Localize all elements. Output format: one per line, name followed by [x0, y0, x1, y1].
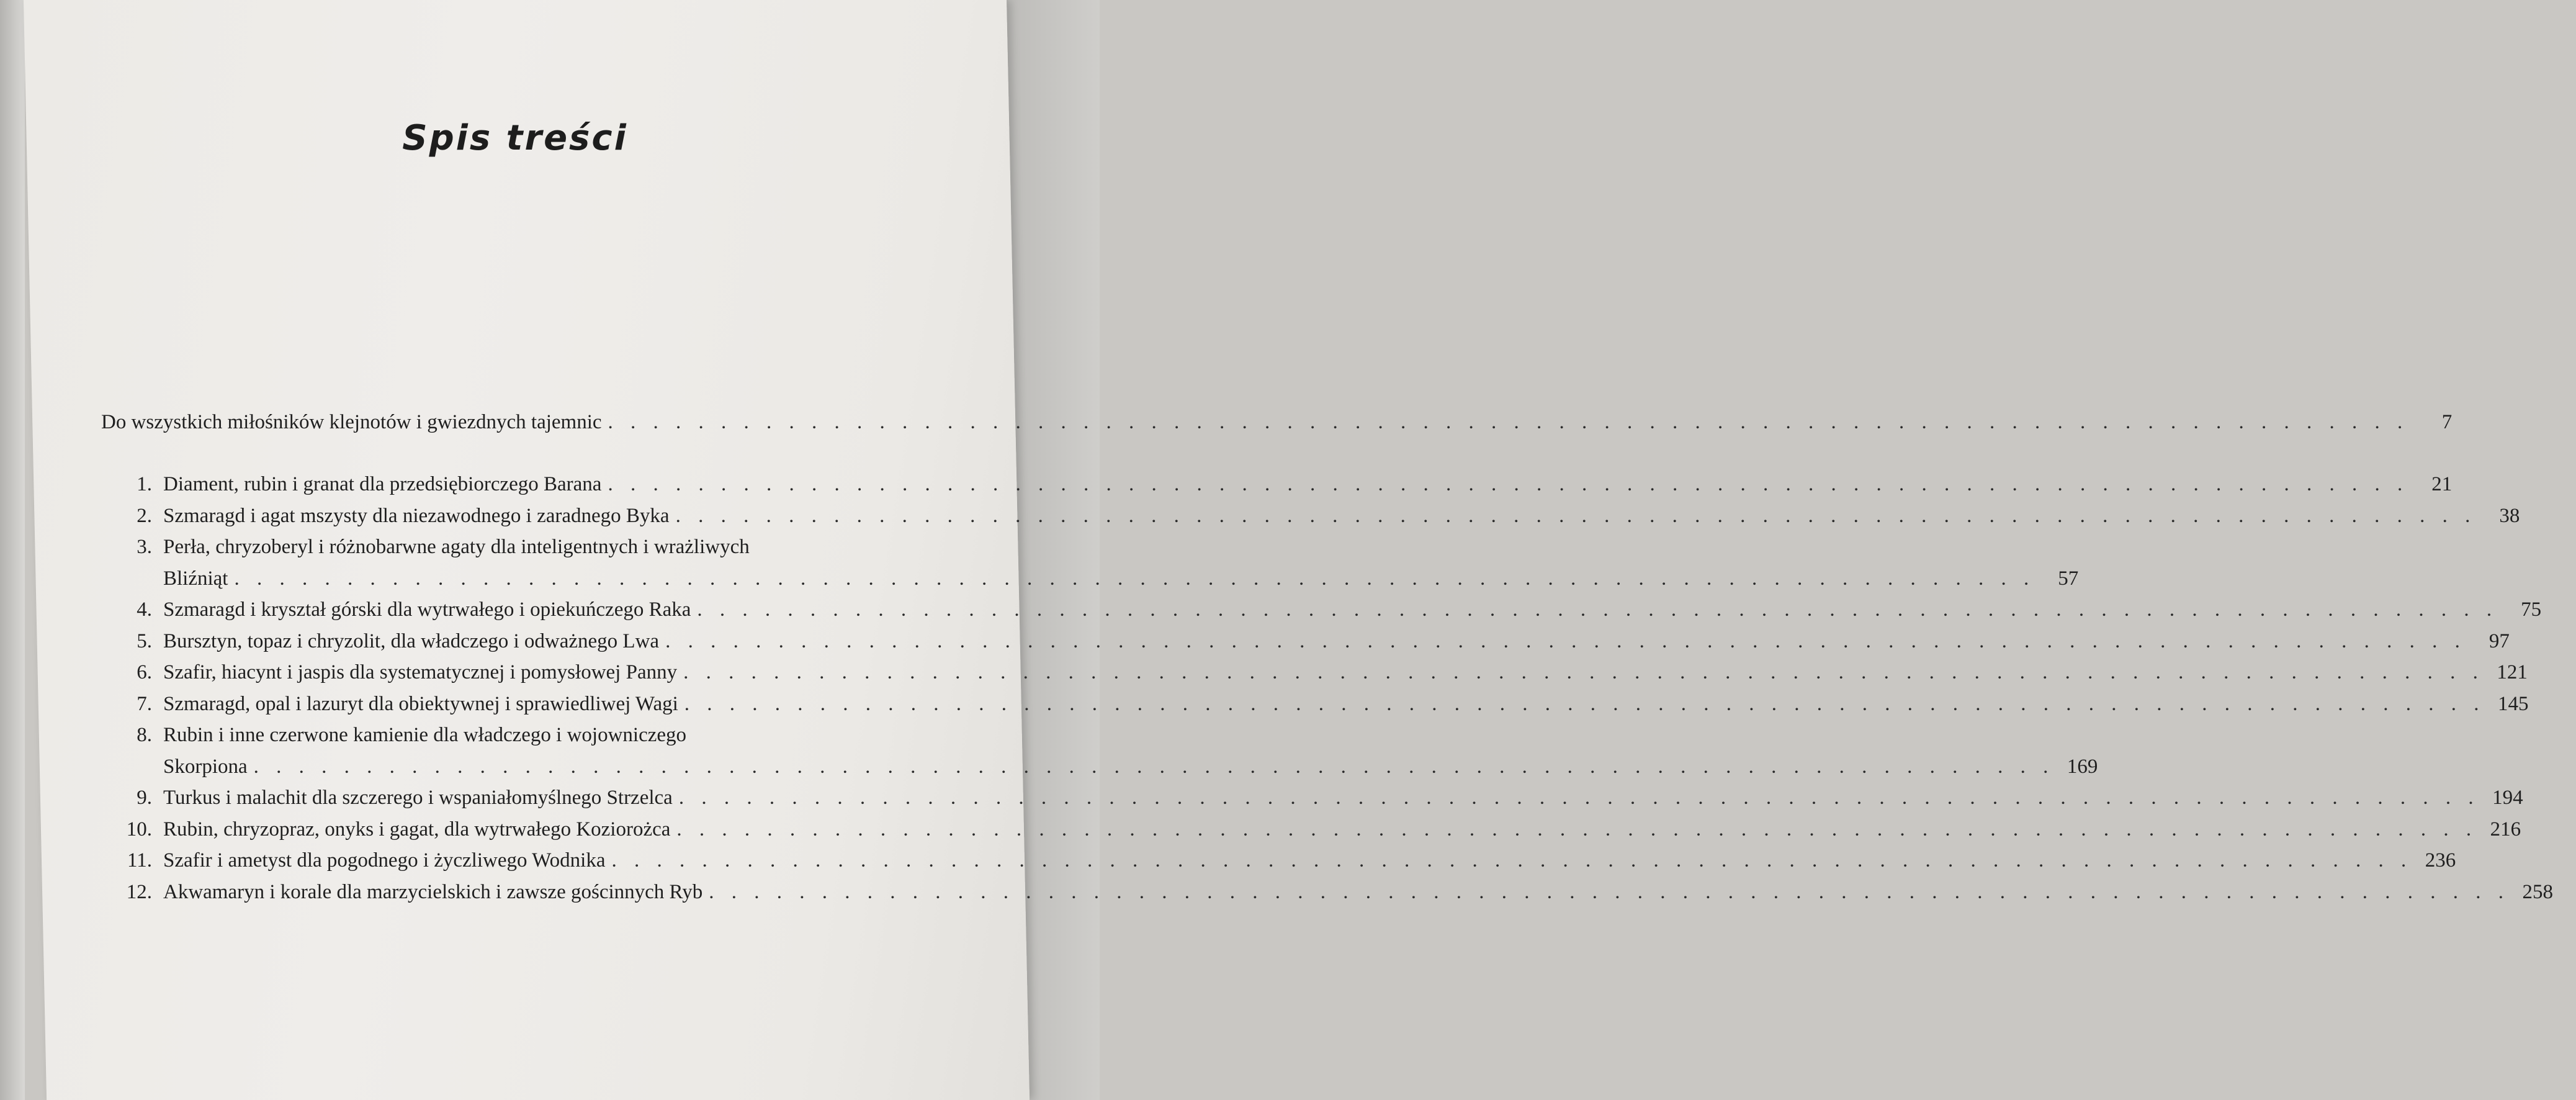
toc-entry [101, 598, 2542, 630]
toc-entry-number: 7. [137, 692, 152, 715]
leader-dots: . . . . . . . . . . . . . . . . . . . . . . . . . . . . . . . . . . . . . . . . . . . . . . . . . . . . . . . . . . . . . . . . . . . . . . . . . . . . . . . . [611, 849, 2413, 872]
leader-dots: . . . . . . . . . . . . . . . . . . . . . . . . . . . . . . . . . . . . . . . . . . . . . . . . . . . . . . . . . . . . . . . . . . . . . . . . . . . . . . . . [684, 692, 2485, 715]
toc-entries [101, 473, 2553, 912]
page-title: Spis treści [402, 118, 628, 158]
toc-entry-page: 75 [2521, 598, 2542, 621]
toc-entry-number: 3. [137, 536, 152, 558]
toc-entry-title: Akwamaryn i korale dla marzycielskich i zawsze gościnnych Ryb [163, 880, 703, 903]
toc-entry [101, 818, 2521, 850]
toc-entry-page: 258 [2522, 880, 2553, 903]
leader-dots: . . . . . . . . . . . . . . . . . . . . . . . . . . . . . . . . . . . . . . . . . . . . . . . . . . . . . . . . . . . . . . . . . . . . . . . . . . . . . . . . [608, 473, 2409, 495]
background-left [0, 0, 25, 1100]
toc-entry-number: 9. [137, 787, 152, 809]
toc-entry-title: Bursztyn, topaz i chryzolit, dla władczego i odważnego Lwa [163, 629, 660, 652]
toc-entry [101, 880, 2553, 913]
toc-entry-title: Szafir, hiacynt i jaspis dla systematycznej i pomysłowej Panny [163, 661, 678, 683]
toc-entry [101, 661, 2528, 693]
toc-entry-title: Perła, chryzoberyl i różnobarwne agaty dla inteligentnych i wrażliwych [163, 536, 750, 558]
toc-entry-number: 6. [137, 661, 152, 683]
leader-dots: . . . . . . . . . . . . . . . . . . . . . . . . . . . . . . . . . . . . . . . . . . . . . . . . . . . . . . . . . . . . . . . . . . . . . . . . . . . . . . . . [697, 598, 2498, 621]
toc-entry-title: Rubin i inne czerwone kamienie dla władczego i wojowniczego [163, 724, 687, 746]
toc-entry-title: Szmaragd, opal i lazuryt dla obiektywnej i sprawiedliwej Wagi [163, 692, 678, 715]
toc-entry-page: 38 [2499, 504, 2520, 527]
leader-dots: . . . . . . . . . . . . . . . . . . . . . . . . . . . . . . . . . . . . . . . . . . . . . . . . . . . . . . . . . . . . . . . . . . . . . . . . . . . . . . . . [608, 411, 2409, 433]
toc-intro-page: 7 [2441, 411, 2453, 433]
toc-intro-text: Do wszystkich miłośników klejnotów i gwiezdnych tajemnic [101, 411, 602, 433]
toc-entry-page: 216 [2490, 818, 2521, 841]
leader-dots: . . . . . . . . . . . . . . . . . . . . . . . . . . . . . . . . . . . . . . . . . . . . . . . . . . . . . . . . . . . . . . . . . . . . . . . . . . . . . . . . [234, 567, 2035, 590]
toc-entry-title: Diament, rubin i granat dla przedsiębiorczego Barana [163, 473, 602, 495]
toc-intro-entry [101, 411, 2453, 447]
toc-entry [101, 504, 2520, 536]
toc-entry-title: Rubin, chryzopraz, onyks i gagat, dla wytrwałego Koziorożca [163, 818, 671, 841]
toc-entry [101, 692, 2529, 724]
toc-entry-number: 12. [126, 880, 152, 903]
toc-entry-page: 169 [2067, 755, 2098, 778]
book-page [24, 0, 2553, 1100]
toc-entry [101, 724, 908, 755]
leader-dots: . . . . . . . . . . . . . . . . . . . . . . . . . . . . . . . . . . . . . . . . . . . . . . . . . . . . . . . . . . . . . . . . . . . . . . . . . . . . . . . . [678, 787, 2480, 809]
toc-entry-title: Skorpiona [163, 755, 248, 778]
toc-entry-title: Bliźniąt [163, 567, 228, 590]
leader-dots: . . . . . . . . . . . . . . . . . . . . . . . . . . . . . . . . . . . . . . . . . . . . . . . . . . . . . . . . . . . . . . . . . . . . . . . . . . . . . . . . [253, 755, 2055, 778]
table-of-contents [101, 411, 2553, 912]
toc-entry [101, 629, 2510, 662]
toc-entry-page: 97 [2488, 629, 2510, 652]
toc-entry [101, 787, 2523, 818]
toc-entry-title: Turkus i malachit dla szczerego i wspaniałomyślnego Strzelca [163, 787, 673, 809]
toc-entry-page: 21 [2431, 473, 2453, 495]
toc-entry [101, 849, 2456, 881]
toc-entry-number: 1. [137, 473, 152, 495]
toc-entry [101, 755, 2098, 787]
toc-entry-title: Szmaragd i kryształ górski dla wytrwałego i opiekuńczego Raka [163, 598, 691, 621]
toc-entry [101, 473, 2453, 505]
toc-entry-page: 194 [2492, 787, 2523, 809]
toc-entry-number: 10. [126, 818, 152, 841]
toc-entry-number: 11. [127, 849, 152, 872]
leader-dots: . . . . . . . . . . . . . . . . . . . . . . . . . . . . . . . . . . . . . . . . . . . . . . . . . . . . . . . . . . . . . . . . . . . . . . . . . . . . . . . . [675, 504, 2477, 527]
toc-entry-number: 5. [137, 629, 152, 652]
toc-entry-page: 57 [2058, 567, 2079, 590]
toc-entry-title: Szafir i ametyst dla pogodnego i życzliwego Wodnika [163, 849, 606, 872]
toc-entry [101, 567, 2079, 599]
toc-entry-page: 145 [2498, 692, 2529, 715]
toc-entry-number: 4. [137, 598, 152, 621]
toc-entry-title: Szmaragd i agat mszysty dla niezawodnego i zaradnego Byka [163, 504, 670, 527]
toc-entry-number: 2. [137, 504, 152, 527]
leader-dots: . . . . . . . . . . . . . . . . . . . . . . . . . . . . . . . . . . . . . . . . . . . . . . . . . . . . . . . . . . . . . . . . . . . . . . . . . . . . . . . . [683, 661, 2484, 683]
toc-entry [101, 536, 908, 567]
toc-entry-number: 8. [137, 724, 152, 746]
leader-dots: . . . . . . . . . . . . . . . . . . . . . . . . . . . . . . . . . . . . . . . . . . . . . . . . . . . . . . . . . . . . . . . . . . . . . . . . . . . . . . . . [676, 818, 2478, 841]
toc-entry-page: 121 [2497, 661, 2528, 683]
toc-entry-page: 236 [2425, 849, 2456, 872]
leader-dots: . . . . . . . . . . . . . . . . . . . . . . . . . . . . . . . . . . . . . . . . . . . . . . . . . . . . . . . . . . . . . . . . . . . . . . . . . . . . . . . . [665, 629, 2466, 652]
leader-dots: . . . . . . . . . . . . . . . . . . . . . . . . . . . . . . . . . . . . . . . . . . . . . . . . . . . . . . . . . . . . . . . . . . . . . . . . . . . . . . . . [709, 880, 2510, 903]
